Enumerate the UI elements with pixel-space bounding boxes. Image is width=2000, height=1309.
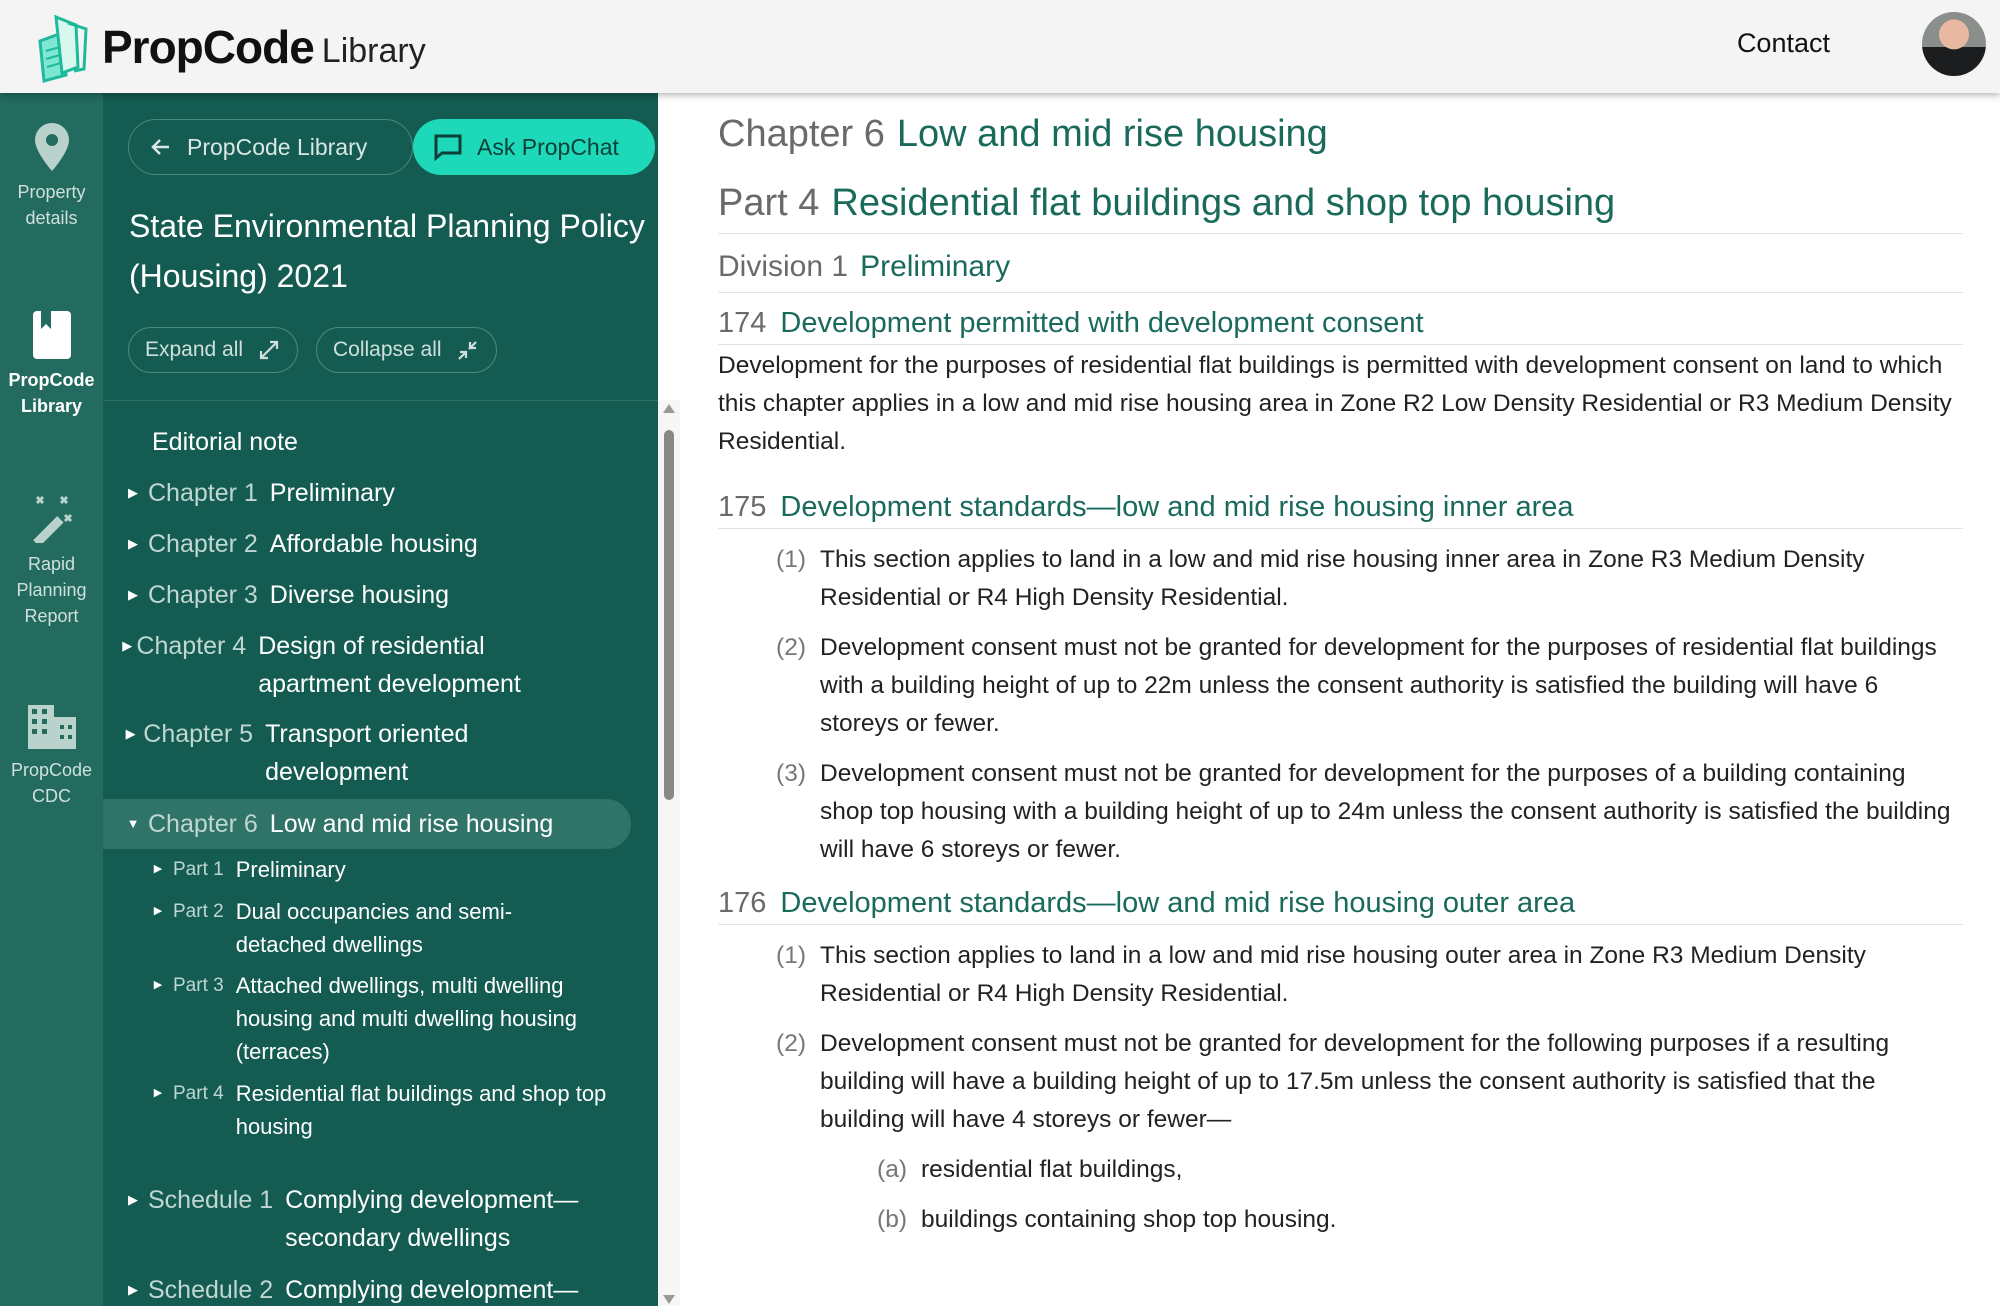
toc-item-chapter-6[interactable]: [103, 799, 631, 849]
toc-title: Complying development—: [285, 1276, 579, 1304]
toc-title: Diverse housing: [269, 581, 450, 609]
toc-title: Preliminary: [235, 857, 346, 882]
chapter-heading: [718, 113, 1963, 156]
section-number: 174: [718, 307, 767, 339]
rail-label: PropCode: [8, 370, 95, 390]
heading-title: Preliminary: [860, 250, 1011, 283]
scroll-down-icon[interactable]: [663, 1295, 675, 1304]
part-heading: [718, 182, 1963, 234]
subsection-number: (1): [776, 546, 806, 573]
toc-num: Part 1: [173, 859, 224, 880]
back-label: PropCode Library: [187, 133, 368, 160]
expand-icon: [257, 338, 281, 362]
toc-item-part-4[interactable]: [103, 1077, 626, 1143]
scroll-up-icon[interactable]: [663, 404, 675, 413]
toc-item-schedule-1[interactable]: [103, 1181, 615, 1257]
arrow-left-icon: [149, 135, 173, 159]
toc-item-part-3[interactable]: [103, 969, 626, 1068]
section-title: Development standards—low and mid rise housing inner area: [780, 491, 1574, 523]
rail-item-rapid-planning-report[interactable]: [0, 493, 103, 629]
chat-label: Ask PropChat: [477, 133, 619, 160]
expand-all-button[interactable]: [128, 327, 298, 373]
heading-label: Division 1: [718, 250, 849, 283]
scroll-thumb[interactable]: [664, 430, 674, 800]
collapse-label: Collapse all: [333, 338, 442, 361]
subsection-number: (2): [776, 634, 806, 661]
rail-label: PropCode: [10, 760, 93, 780]
subsection: [718, 755, 1963, 869]
toc-num: Part 2: [173, 901, 224, 922]
toc-item-chapter-4[interactable]: [103, 627, 563, 703]
subsection-number: (1): [776, 942, 806, 969]
expand-label: Expand all: [145, 338, 244, 361]
section-number: 176: [718, 887, 767, 919]
rail-item-propcode-cdc[interactable]: [0, 705, 103, 809]
toc-title: Residential flat buildings and shop top housing: [235, 1081, 607, 1139]
subsection-text: Development consent must not be granted for development for the purposes of a building containing shop top housing with a building height of up to 24m unless the consent authority is satisfied the building will have 6 storeys or fewer.: [820, 760, 1951, 863]
heading-title: Residential flat buildings and shop top housing: [831, 182, 1616, 224]
caret-right-icon: ▶: [128, 587, 138, 602]
collapse-icon: [456, 338, 480, 362]
document-content: [718, 93, 1963, 1239]
toc-item-part-1[interactable]: [103, 853, 346, 886]
paragraph-text: buildings containing shop top housing.: [921, 1206, 1337, 1233]
nav-rail: [0, 93, 103, 1306]
rail-label: Property: [17, 182, 86, 202]
paragraph-text: residential flat buildings,: [921, 1156, 1183, 1183]
subsection-text: This section applies to land in a low and mid rise housing outer area in Zone R3 Medium Density Residential or R4 High Density Residential.: [820, 942, 1866, 1007]
toc-num: Chapter 2: [148, 530, 258, 558]
toc-num: Part 4: [173, 1083, 224, 1104]
logo-icon: [32, 11, 90, 83]
toc-title: Low and mid rise housing: [269, 810, 554, 838]
toc-num: Chapter 1: [148, 479, 258, 507]
caret-right-icon: ▶: [128, 536, 138, 551]
subsection-text: Development consent must not be granted for development for the purposes of residential flat buildings with a building height of up to 22m unless the consent authority is satisfied the building will have 6 storeys or fewer.: [820, 634, 1937, 737]
map-pin-icon: [35, 123, 69, 171]
paragraph-number: (a): [877, 1156, 907, 1183]
collapse-all-button[interactable]: [316, 327, 497, 373]
subsection-number: (3): [776, 760, 806, 787]
ask-propchat-button[interactable]: [413, 119, 655, 175]
heading-label: Chapter 6: [718, 113, 885, 155]
contact-link[interactable]: Contact: [1736, 28, 1830, 58]
user-avatar[interactable]: [1922, 12, 1986, 76]
toc-item-chapter-3[interactable]: [103, 576, 449, 614]
caret-right-icon: ▶: [128, 485, 138, 500]
brand-subtitle: Library: [321, 32, 426, 70]
caret-down-icon: ▼: [126, 816, 140, 831]
propcode-logo[interactable]: [32, 11, 426, 83]
toc-title: Dual occupancies and semi-detached dwellings: [235, 899, 513, 957]
top-header: [0, 0, 2000, 93]
paragraph: [718, 1151, 1963, 1189]
rail-label: details: [25, 208, 78, 228]
caret-right-icon: ▶: [153, 905, 163, 917]
section-174-heading: [718, 307, 1963, 345]
toc-title: Preliminary: [269, 479, 395, 507]
rail-label: Rapid: [27, 554, 76, 574]
toc-title: Affordable housing: [269, 530, 478, 558]
toc-title: Complying development—secondary dwellings: [285, 1186, 579, 1252]
toc-num: Chapter 5: [143, 720, 254, 748]
rail-label: Library: [20, 396, 83, 416]
toc-num: Chapter 4: [136, 632, 247, 660]
toc-item-chapter-5[interactable]: [103, 715, 563, 791]
subsection-text: This section applies to land in a low and mid rise housing inner area in Zone R3 Medium Density Residential or R4 High Density Residential.: [820, 546, 1865, 611]
section-title: Development standards—low and mid rise housing outer area: [780, 887, 1576, 919]
document-title: State Environmental Planning Policy (Housing) 2021: [129, 208, 645, 294]
section-title: Development permitted with development consent: [780, 307, 1424, 339]
caret-right-icon: ▶: [122, 638, 133, 653]
subsection-text: Development consent must not be granted for development for the following purposes if a resulting building will have a building height of up to 17.5m unless the consent authority is satisfied that the building will have 4 storeys or fewer—: [820, 1030, 1890, 1133]
rail-item-property-details[interactable]: [0, 123, 103, 231]
toc-title: Editorial note: [152, 428, 298, 456]
building-icon: [28, 705, 76, 749]
toc-num: Part 3: [173, 975, 224, 996]
toc-num: Schedule 1: [148, 1186, 274, 1214]
paragraph-number: (b): [877, 1206, 907, 1233]
caret-right-icon: ▶: [153, 979, 163, 991]
section-176-heading: [718, 887, 1963, 925]
magic-wand-icon: [27, 493, 77, 543]
caret-right-icon: ▶: [153, 863, 163, 875]
toc-title: Design of residential apartment development: [258, 632, 521, 698]
toc-title: Transport oriented development: [265, 720, 469, 786]
rail-label: Report: [24, 606, 79, 626]
subsection: [718, 541, 1963, 617]
section-number: 175: [718, 491, 767, 523]
caret-right-icon: ▶: [153, 1087, 163, 1099]
heading-label: Part 4: [718, 182, 820, 224]
heading-title: Low and mid rise housing: [896, 113, 1328, 155]
rail-label: Planning: [16, 580, 87, 600]
section-175-heading: [718, 491, 1963, 529]
toc-num: Chapter 3: [148, 581, 258, 609]
caret-right-icon: ▶: [125, 726, 136, 741]
back-to-library-button[interactable]: [128, 119, 413, 175]
toc-num: Chapter 6: [148, 810, 258, 838]
division-heading: [718, 250, 1963, 293]
section-174-text: Development for the purposes of residential flat buildings is permitted with development consent on land to which this chapter applies in a low and mid rise housing area in Zone R2 Low Density Residential or R3 Medium Density Residential.: [718, 352, 1952, 455]
toc-num: Schedule 2: [148, 1276, 274, 1304]
rail-item-propcode-library[interactable]: [0, 311, 103, 419]
brand-name: PropCode: [102, 20, 314, 73]
toc-item-chapter-2[interactable]: [103, 525, 478, 563]
caret-right-icon: ▶: [128, 1192, 138, 1207]
rail-label: CDC: [32, 786, 71, 806]
toc-item-schedule-2[interactable]: [103, 1271, 578, 1309]
toc-item-editorial-note[interactable]: [152, 423, 298, 461]
toc-scrollbar[interactable]: [658, 400, 680, 1306]
subsection: [718, 1025, 1963, 1139]
subsection: [718, 629, 1963, 743]
toc-panel: [103, 93, 658, 1306]
caret-right-icon: ▶: [128, 1282, 138, 1297]
toc-item-part-2[interactable]: [103, 895, 663, 961]
subsection: [718, 937, 1963, 1013]
divider: [103, 400, 658, 401]
subsection-number: (2): [776, 1030, 806, 1057]
toc-title: Attached dwellings, multi dwelling housing and multi dwelling housing (terraces): [235, 973, 577, 1064]
book-icon: [33, 311, 71, 359]
chat-icon: [433, 133, 463, 161]
toc-item-chapter-1[interactable]: [103, 474, 395, 512]
paragraph: [718, 1201, 1963, 1239]
